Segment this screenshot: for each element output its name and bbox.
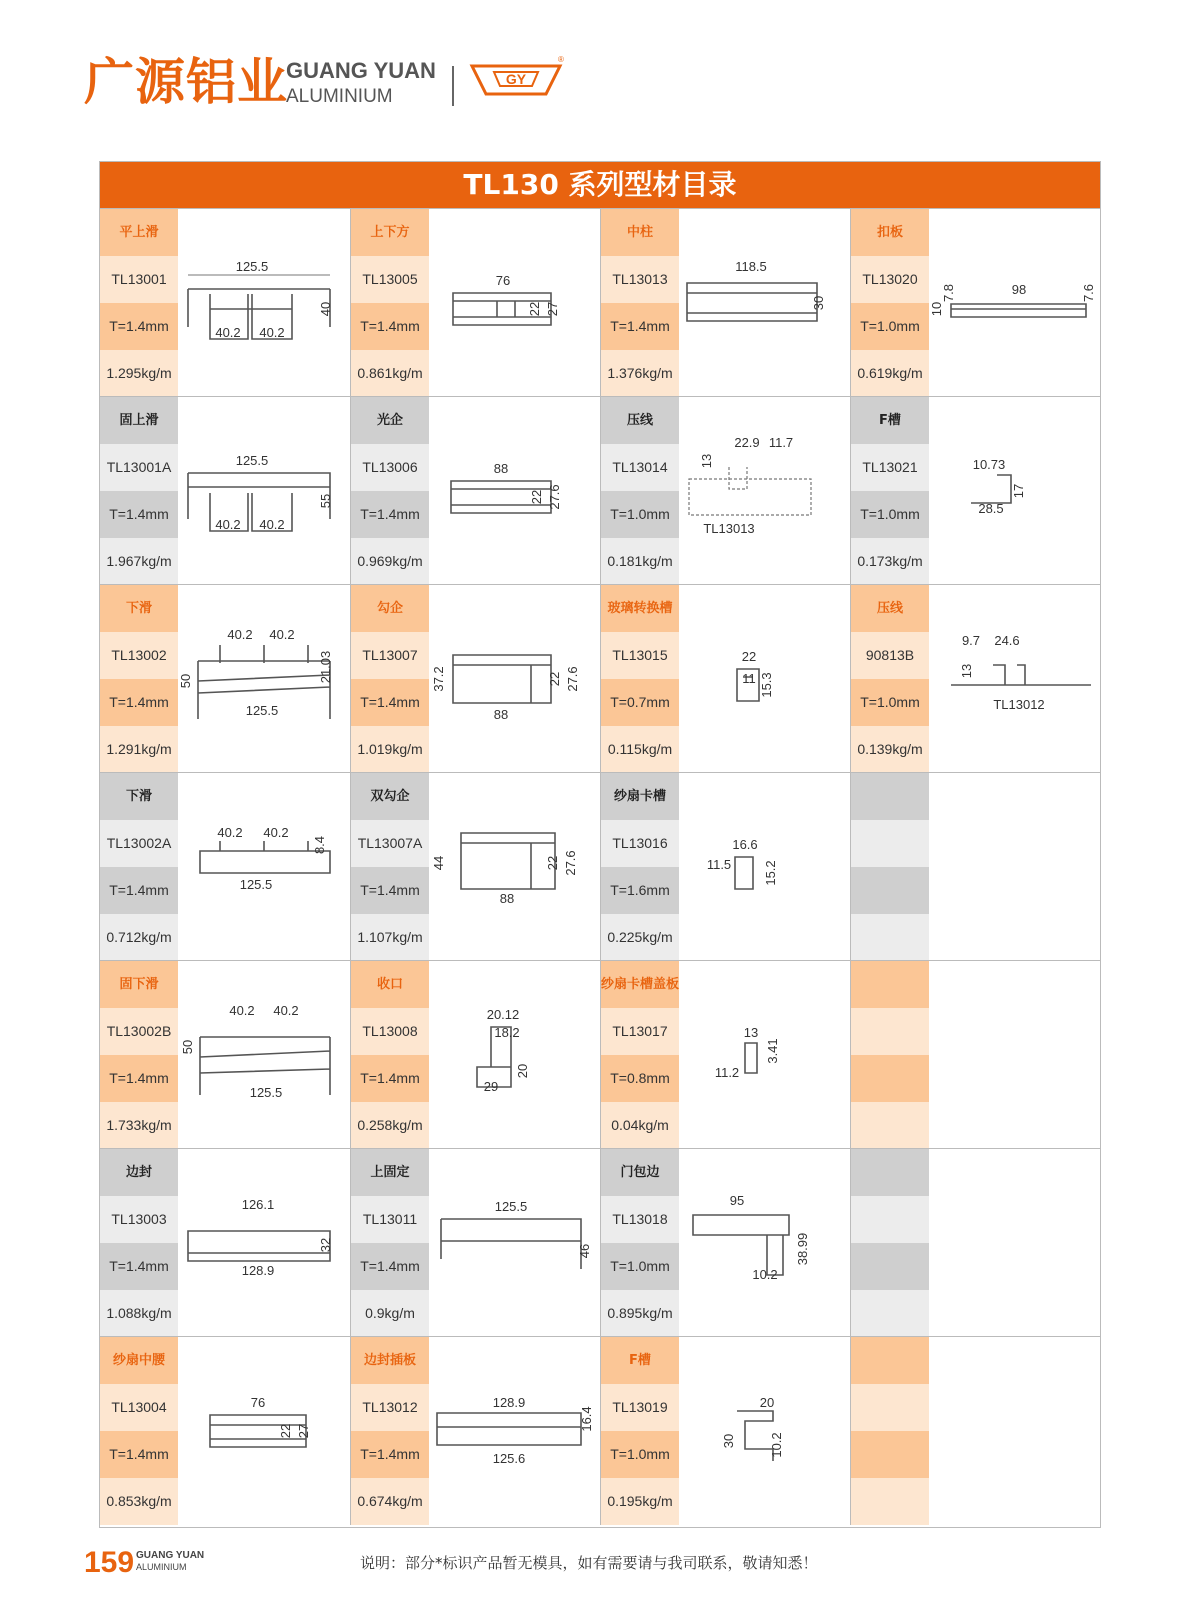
dimension-label: 125.6: [492, 1451, 526, 1466]
profile-drawing: [431, 209, 601, 397]
dimension-label: 3.41: [765, 1038, 780, 1064]
profile-weight: 0.173kg/m: [851, 538, 929, 585]
dimension-label: 40.2: [269, 627, 295, 642]
brand-name-en: GUANG YUAN: [286, 58, 436, 83]
dimension-label: 10.2: [752, 1267, 778, 1282]
profile-thickness: T=1.4mm: [100, 491, 178, 538]
dimension-label: 10: [929, 301, 944, 317]
catalog-title: TL130 系列型材目录: [100, 162, 1100, 208]
profile-name: 光企: [351, 397, 429, 444]
dimension-label: 22: [529, 489, 544, 505]
dimension-label: 11.5: [706, 857, 732, 872]
footer-brand-name: GUANG YUAN: [136, 1550, 205, 1561]
profile-weight: 1.295kg/m: [100, 350, 178, 397]
profile-weight: 0.861kg/m: [351, 350, 429, 397]
dimension-label: 40.2: [263, 825, 289, 840]
profile-cross-section: [180, 1149, 350, 1337]
profile-name: 上下方: [351, 209, 429, 256]
catalog-row: [100, 960, 1100, 1148]
profile-code: TL13011: [351, 1196, 429, 1243]
footer-brand-sub: ALUMINIUM: [136, 1562, 187, 1572]
dimension-label: TL13013: [703, 521, 755, 536]
profile-weight: 1.088kg/m: [100, 1290, 178, 1337]
catalog-row: [100, 208, 1100, 396]
profile-drawing: [931, 397, 1101, 585]
dimension-label: 44: [431, 855, 446, 871]
profile-thickness: T=1.4mm: [351, 1243, 429, 1290]
profile-weight: 0.225kg/m: [601, 914, 679, 961]
profile-thickness: T=1.4mm: [351, 1431, 429, 1478]
profile-drawing: [431, 585, 601, 773]
dimension-label: 95: [729, 1193, 745, 1208]
brand-logo-icon: [468, 52, 564, 108]
profile-cross-section: [931, 209, 1101, 397]
profile-cross-section: [180, 209, 350, 397]
dimension-label: 40.2: [273, 1003, 299, 1018]
profile-thickness: T=1.4mm: [100, 303, 178, 350]
profile-cross-section: [180, 961, 350, 1149]
dimension-label: 40: [318, 301, 333, 317]
dimension-label: 22: [278, 1423, 293, 1439]
dimension-label: 21.03: [318, 650, 333, 684]
dimension-label: 55: [318, 493, 333, 509]
profile-drawing: [180, 961, 350, 1149]
profile-thickness: T=1.4mm: [351, 1055, 429, 1102]
profile-cell: [100, 1337, 350, 1525]
profile-cross-section: [931, 397, 1101, 585]
brand-logo-mark: ®: [558, 55, 564, 64]
profile-thickness: T=0.8mm: [601, 1055, 679, 1102]
profile-cross-section: [180, 773, 350, 961]
dimension-label: 13: [743, 1025, 759, 1040]
profile-name: 固上滑: [100, 397, 178, 444]
dimension-label: 40.2: [227, 627, 253, 642]
dimension-label: 128.9: [241, 1263, 275, 1278]
profile-code: TL13002B: [100, 1008, 178, 1055]
profile-name: 固下滑: [100, 961, 178, 1008]
profile-drawing: [681, 397, 851, 585]
profile-cell: [350, 1149, 601, 1337]
profile-thickness: T=1.0mm: [851, 491, 929, 538]
profile-cross-section: [431, 209, 601, 397]
profile-code: TL13017: [601, 1008, 679, 1055]
profile-cell: [100, 1149, 350, 1337]
profile-cell: [850, 1337, 1101, 1525]
catalog-row: [100, 396, 1100, 584]
dimension-label: 9.7: [961, 633, 981, 648]
dimension-label: 125.5: [239, 877, 273, 892]
dimension-label: 128.9: [492, 1395, 526, 1410]
dimension-label: 27: [545, 301, 560, 317]
profile-drawing: [681, 585, 851, 773]
profile-code: TL13002: [100, 632, 178, 679]
dimension-label: 50: [178, 673, 193, 689]
profile-name: 平上滑: [100, 209, 178, 256]
profile-cell: [850, 1149, 1101, 1337]
dimension-label: 37.2: [431, 666, 446, 692]
catalog-row: [100, 1336, 1100, 1524]
profile-code: TL13001A: [100, 444, 178, 491]
profile-weight: 0.181kg/m: [601, 538, 679, 585]
profile-cross-section: [681, 397, 851, 585]
profile-drawing: [681, 961, 851, 1149]
profile-code: [851, 1008, 929, 1055]
profile-name: 门包边: [601, 1149, 679, 1196]
dimension-label: 125.5: [235, 453, 269, 468]
profile-weight: 0.895kg/m: [601, 1290, 679, 1337]
profile-cell: [100, 397, 350, 585]
dimension-label: 20: [759, 1395, 775, 1410]
dimension-label: 22: [547, 671, 562, 687]
profile-cross-section: [681, 1149, 851, 1337]
dimension-label: 22: [741, 649, 757, 664]
dimension-label: 40.2: [259, 517, 285, 532]
dimension-label: 126.1: [241, 1197, 275, 1212]
profile-name: 收口: [351, 961, 429, 1008]
profile-thickness: T=1.4mm: [100, 1055, 178, 1102]
profile-thickness: T=1.0mm: [851, 679, 929, 726]
profile-weight: 1.733kg/m: [100, 1102, 178, 1149]
profile-cell: [600, 961, 851, 1149]
profile-code: TL13020: [851, 256, 929, 303]
profile-drawing: [681, 773, 851, 961]
profile-weight: 0.115kg/m: [601, 726, 679, 773]
profile-cell: [100, 961, 350, 1149]
profile-drawing: [931, 585, 1101, 773]
dimension-label: 11: [742, 671, 756, 686]
dimension-label: 20.12: [486, 1007, 520, 1022]
profile-name: 双勾企: [351, 773, 429, 820]
profile-code: [851, 1196, 929, 1243]
profile-cell: [350, 961, 601, 1149]
dimension-label: 11.2: [714, 1065, 740, 1080]
profile-drawing: [180, 1149, 350, 1337]
profile-drawing: [431, 773, 601, 961]
profile-cross-section: [681, 1337, 851, 1525]
dimension-label: 40.2: [215, 517, 241, 532]
profile-thickness: T=1.4mm: [601, 303, 679, 350]
dimension-label: 22.9: [734, 435, 760, 450]
dimension-label: 125.5: [494, 1199, 528, 1214]
dimension-label: 40.2: [259, 325, 285, 340]
profile-thickness: T=1.0mm: [601, 491, 679, 538]
profile-cell: [600, 773, 851, 961]
dimension-label: 7.6: [1081, 283, 1096, 303]
profile-drawing: [180, 209, 350, 397]
profile-cell: [850, 585, 1101, 773]
profile-name: 中柱: [601, 209, 679, 256]
profile-cell: [350, 773, 601, 961]
profile-drawing: [180, 1337, 350, 1525]
profile-thickness: T=1.0mm: [601, 1431, 679, 1478]
profile-code: [851, 1384, 929, 1431]
dimension-label: 88: [493, 707, 509, 722]
dimension-label: 118.5: [735, 259, 767, 274]
profile-code: TL13006: [351, 444, 429, 491]
profile-cross-section: [431, 773, 601, 961]
dimension-label: 10.2: [769, 1432, 784, 1458]
profile-name: [851, 961, 929, 1008]
profile-name: [851, 1149, 929, 1196]
profile-weight: 0.969kg/m: [351, 538, 429, 585]
profile-cell: [350, 397, 601, 585]
profile-weight: [851, 1478, 929, 1525]
profile-code: TL13007A: [351, 820, 429, 867]
profile-cell: [600, 1149, 851, 1337]
dimension-label: 27.6: [565, 666, 580, 692]
profile-cell: [350, 585, 601, 773]
profile-thickness: [851, 1243, 929, 1290]
profile-catalog-table: [99, 161, 1101, 1528]
profile-name: F槽: [601, 1337, 679, 1384]
profile-weight: [851, 914, 929, 961]
profile-drawing: [431, 1149, 601, 1337]
profile-cross-section: [681, 773, 851, 961]
profile-weight: 1.107kg/m: [351, 914, 429, 961]
catalog-row: [100, 584, 1100, 772]
dimension-label: TL13012: [993, 697, 1045, 712]
dimension-label: 27: [296, 1423, 311, 1439]
dimension-label: 13: [959, 663, 974, 679]
dimension-label: 88: [493, 461, 509, 476]
profile-name: 纱扇中腰: [100, 1337, 178, 1384]
dimension-label: 15.2: [763, 860, 778, 886]
profile-cell: [100, 209, 350, 397]
dimension-label: 7.8: [941, 283, 956, 303]
profile-drawing: [431, 961, 601, 1149]
profile-cell: [850, 773, 1101, 961]
profile-thickness: [851, 1431, 929, 1478]
profile-thickness: T=1.6mm: [601, 867, 679, 914]
profile-drawing: [681, 1337, 851, 1525]
brand-name-cn: 广源铝业: [84, 53, 288, 111]
dimension-label: 24.6: [994, 633, 1020, 648]
profile-thickness: T=1.4mm: [100, 1431, 178, 1478]
dimension-label: 125.5: [245, 703, 279, 718]
profile-name: 扣板: [851, 209, 929, 256]
profile-name: 纱扇卡槽盖板: [601, 961, 679, 1008]
profile-cross-section: [681, 961, 851, 1149]
profile-cross-section: [681, 209, 851, 397]
profile-name: 下滑: [100, 585, 178, 632]
brand-name-en-sub: ALUMINIUM: [286, 86, 393, 107]
profile-name: 边封: [100, 1149, 178, 1196]
profile-weight: 1.967kg/m: [100, 538, 178, 585]
profile-cross-section: [431, 1149, 601, 1337]
dimension-label: 18.2: [494, 1025, 520, 1040]
profile-name: [851, 773, 929, 820]
profile-cell: [100, 585, 350, 773]
dimension-label: 40.2: [215, 325, 241, 340]
dimension-label: 22: [545, 855, 560, 871]
profile-code: TL13014: [601, 444, 679, 491]
profile-cross-section: [431, 1337, 601, 1525]
profile-code: TL13007: [351, 632, 429, 679]
profile-name: 下滑: [100, 773, 178, 820]
profile-weight: 1.019kg/m: [351, 726, 429, 773]
footer-note: 说明：部分*标识产品暂无模具，如有需要请与我司联系，敬请知悉！: [360, 1554, 818, 1572]
dimension-label: 50: [180, 1039, 195, 1055]
profile-cell: [600, 397, 851, 585]
dimension-label: 30: [811, 295, 826, 311]
profile-code: TL13018: [601, 1196, 679, 1243]
brand-divider: [452, 66, 454, 106]
dimension-label: 22: [527, 301, 542, 317]
profile-cross-section: [931, 585, 1101, 773]
dimension-label: 27.6: [563, 850, 578, 876]
profile-thickness: T=0.7mm: [601, 679, 679, 726]
profile-weight: 0.674kg/m: [351, 1478, 429, 1525]
dimension-label: 32: [318, 1237, 333, 1253]
profile-weight: 1.376kg/m: [601, 350, 679, 397]
profile-drawing: [681, 209, 851, 397]
profile-thickness: T=1.4mm: [351, 867, 429, 914]
catalog-row: [100, 1148, 1100, 1336]
page-number: 159: [84, 1546, 135, 1579]
profile-thickness: T=1.4mm: [351, 303, 429, 350]
profile-thickness: T=1.0mm: [601, 1243, 679, 1290]
dimension-label: 17: [1011, 483, 1026, 499]
profile-drawing: [431, 1337, 601, 1525]
dimension-label: 98: [1011, 282, 1027, 297]
dimension-label: 28.5: [978, 501, 1004, 516]
dimension-label: 15.3: [759, 672, 774, 698]
profile-thickness: T=1.4mm: [351, 491, 429, 538]
profile-cross-section: [681, 585, 851, 773]
profile-code: TL13012: [351, 1384, 429, 1431]
dimension-label: 88: [499, 891, 515, 906]
profile-code: TL13016: [601, 820, 679, 867]
dimension-label: 11.7: [768, 435, 794, 450]
profile-code: TL13001: [100, 256, 178, 303]
dimension-label: 27.6: [547, 484, 562, 510]
profile-code: TL13004: [100, 1384, 178, 1431]
dimension-label: 46: [577, 1243, 592, 1259]
profile-cross-section: [431, 397, 601, 585]
profile-code: TL13015: [601, 632, 679, 679]
profile-weight: 0.712kg/m: [100, 914, 178, 961]
profile-weight: 0.195kg/m: [601, 1478, 679, 1525]
profile-name: 玻璃转换槽: [601, 585, 679, 632]
profile-code: TL13008: [351, 1008, 429, 1055]
profile-cell: [600, 209, 851, 397]
profile-code: TL13013: [601, 256, 679, 303]
profile-name: F槽: [851, 397, 929, 444]
profile-name: 上固定: [351, 1149, 429, 1196]
profile-weight: 0.139kg/m: [851, 726, 929, 773]
profile-cell: [850, 397, 1101, 585]
profile-thickness: T=1.4mm: [100, 679, 178, 726]
profile-cross-section: [431, 585, 601, 773]
profile-cross-section: [180, 585, 350, 773]
profile-weight: 0.04kg/m: [601, 1102, 679, 1149]
dimension-label: 16.6: [732, 837, 758, 852]
profile-thickness: T=1.4mm: [351, 679, 429, 726]
profile-cross-section: [431, 961, 601, 1149]
dimension-label: 10.73: [972, 457, 1006, 472]
profile-name: 勾企: [351, 585, 429, 632]
dimension-label: 30: [721, 1433, 736, 1449]
profile-code: 90813B: [851, 632, 929, 679]
profile-weight: [851, 1290, 929, 1337]
dimension-label: 125.5: [235, 259, 269, 274]
dimension-label: 13: [699, 453, 714, 469]
profile-drawing: [681, 1149, 851, 1337]
profile-thickness: T=1.4mm: [100, 867, 178, 914]
dimension-label: 8.4: [312, 835, 327, 855]
profile-thickness: T=1.0mm: [851, 303, 929, 350]
dimension-label: 40.2: [229, 1003, 255, 1018]
profile-cell: [850, 961, 1101, 1149]
profile-cross-section: [180, 397, 350, 585]
profile-cell: [100, 773, 350, 961]
profile-name: 边封插板: [351, 1337, 429, 1384]
profile-cell: [850, 209, 1101, 397]
dimension-label: 38.99: [795, 1232, 810, 1266]
profile-cell: [600, 1337, 851, 1525]
profile-code: TL13002A: [100, 820, 178, 867]
profile-code: [851, 820, 929, 867]
profile-weight: 0.9kg/m: [351, 1290, 429, 1337]
profile-name: 压线: [601, 397, 679, 444]
profile-weight: 0.853kg/m: [100, 1478, 178, 1525]
profile-code: TL13021: [851, 444, 929, 491]
catalog-row: [100, 772, 1100, 960]
profile-drawing: [931, 209, 1101, 397]
profile-drawing: [180, 397, 350, 585]
profile-cell: [600, 585, 851, 773]
dimension-label: 125.5: [249, 1085, 283, 1100]
profile-weight: 0.258kg/m: [351, 1102, 429, 1149]
profile-weight: [851, 1102, 929, 1149]
brand-header: [84, 52, 604, 112]
dimension-label: 16.4: [579, 1406, 594, 1432]
dimension-label: 29: [483, 1079, 499, 1094]
profile-code: TL13019: [601, 1384, 679, 1431]
dimension-label: 40.2: [217, 825, 243, 840]
dimension-label: 76: [250, 1395, 266, 1410]
profile-weight: 1.291kg/m: [100, 726, 178, 773]
profile-cell: [350, 209, 601, 397]
profile-drawing: [431, 397, 601, 585]
brand-logo-text: GY: [505, 71, 527, 87]
dimension-label: 20: [515, 1063, 530, 1079]
profile-name: [851, 1337, 929, 1384]
profile-code: TL13003: [100, 1196, 178, 1243]
profile-name: 压线: [851, 585, 929, 632]
profile-thickness: [851, 867, 929, 914]
profile-cross-section: [180, 1337, 350, 1525]
profile-name: 纱扇卡槽: [601, 773, 679, 820]
profile-thickness: T=1.4mm: [100, 1243, 178, 1290]
profile-drawing: [180, 773, 350, 961]
profile-thickness: [851, 1055, 929, 1102]
profile-weight: 0.619kg/m: [851, 350, 929, 397]
profile-cell: [350, 1337, 601, 1525]
dimension-label: 76: [495, 273, 511, 288]
profile-drawing: [180, 585, 350, 773]
profile-code: TL13005: [351, 256, 429, 303]
